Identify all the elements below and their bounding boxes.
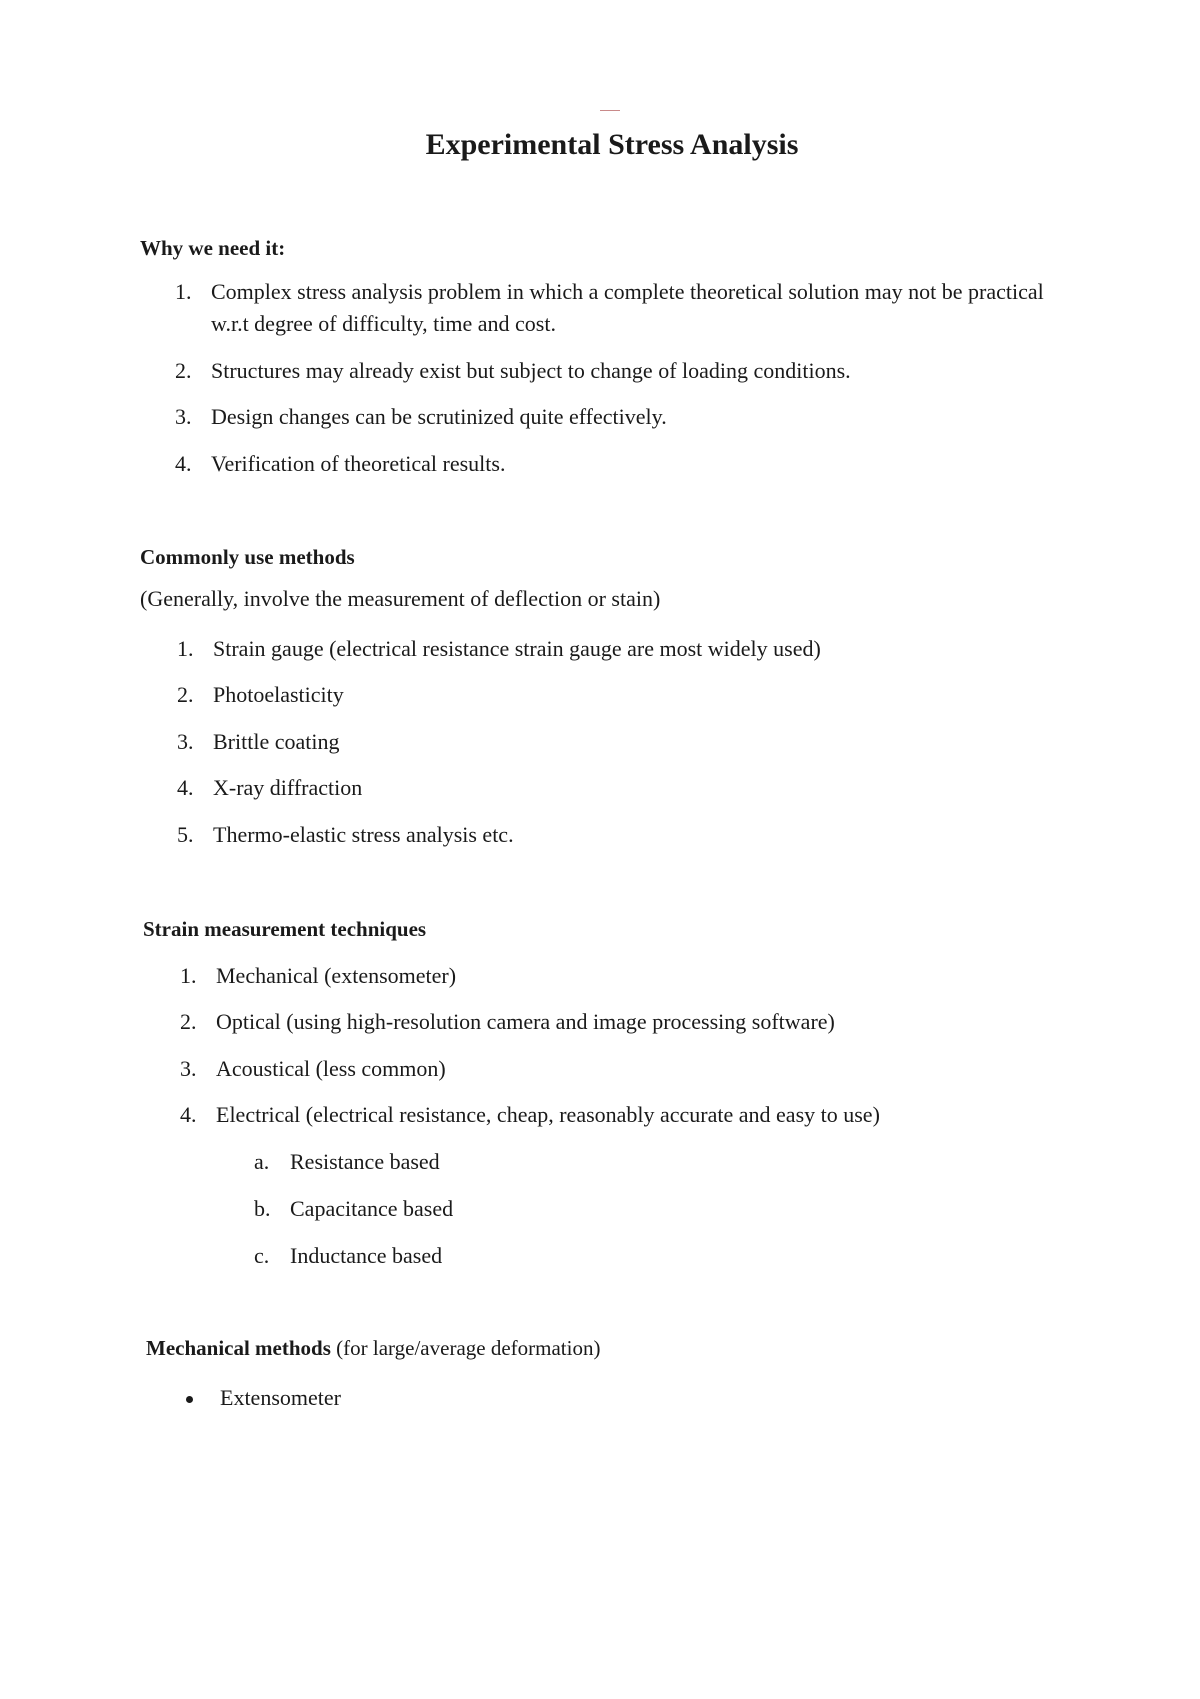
heading-note: (for large/average deformation) <box>336 1336 601 1360</box>
list-number: 5. <box>177 822 194 847</box>
list-text: Complex stress analysis problem in which a complete theoretical solution may not be practical w.r.t degree of difficulty, time and cost. <box>211 279 1044 336</box>
section-heading: Why we need it: <box>140 236 286 260</box>
section-heading: Strain measurement techniques <box>143 917 427 941</box>
page-title: Experimental Stress Analysis <box>425 128 799 161</box>
list-number: 2. <box>180 1009 197 1034</box>
list-letter: a. <box>254 1149 270 1174</box>
list-text: Capacitance based <box>290 1196 454 1221</box>
list-number: 1. <box>180 963 197 988</box>
list-number: 4. <box>175 451 192 476</box>
list-text: Structures may already exist but subject to change of loading conditions. <box>211 358 851 383</box>
bullet-icon <box>186 1396 193 1403</box>
list-text: Thermo-elastic stress analysis etc. <box>213 822 514 847</box>
scan-mark <box>600 110 620 111</box>
list-text: X-ray diffraction <box>213 775 363 800</box>
list-number: 3. <box>175 404 192 429</box>
list-text: Strain gauge (electrical resistance strain gauge are most widely used) <box>213 636 821 661</box>
list-text: Acoustical (less common) <box>216 1056 446 1081</box>
section-note: (Generally, involve the measurement of deflection or stain) <box>140 586 661 611</box>
list-number: 1. <box>175 279 192 304</box>
list-letter: b. <box>254 1196 271 1221</box>
list-text: Mechanical (extensometer) <box>216 963 457 988</box>
list-number: 2. <box>177 682 194 707</box>
list-number: 3. <box>180 1056 197 1081</box>
list-text: Photoelasticity <box>213 682 344 707</box>
list-letter: c. <box>254 1243 270 1268</box>
list-text: Brittle coating <box>213 729 340 754</box>
heading-bold: Mechanical methods <box>146 1336 331 1360</box>
list-text: Design changes can be scrutinized quite effectively. <box>211 404 667 429</box>
list-text: Verification of theoretical results. <box>211 451 506 476</box>
list-text: Resistance based <box>290 1149 440 1174</box>
list-text: Inductance based <box>290 1243 443 1268</box>
list-number: 2. <box>175 358 192 383</box>
list-text: Extensometer <box>220 1385 341 1410</box>
section-heading <box>146 1336 600 1361</box>
list-text: Optical (using high-resolution camera and image processing software) <box>216 1009 835 1034</box>
list-number: 3. <box>177 729 194 754</box>
list-number: 1. <box>177 636 194 661</box>
list-text: Electrical (electrical resistance, cheap, reasonably accurate and easy to use) <box>216 1102 880 1127</box>
section-heading: Commonly use methods <box>140 545 355 569</box>
list-number: 4. <box>180 1102 197 1127</box>
list-number: 4. <box>177 775 194 800</box>
